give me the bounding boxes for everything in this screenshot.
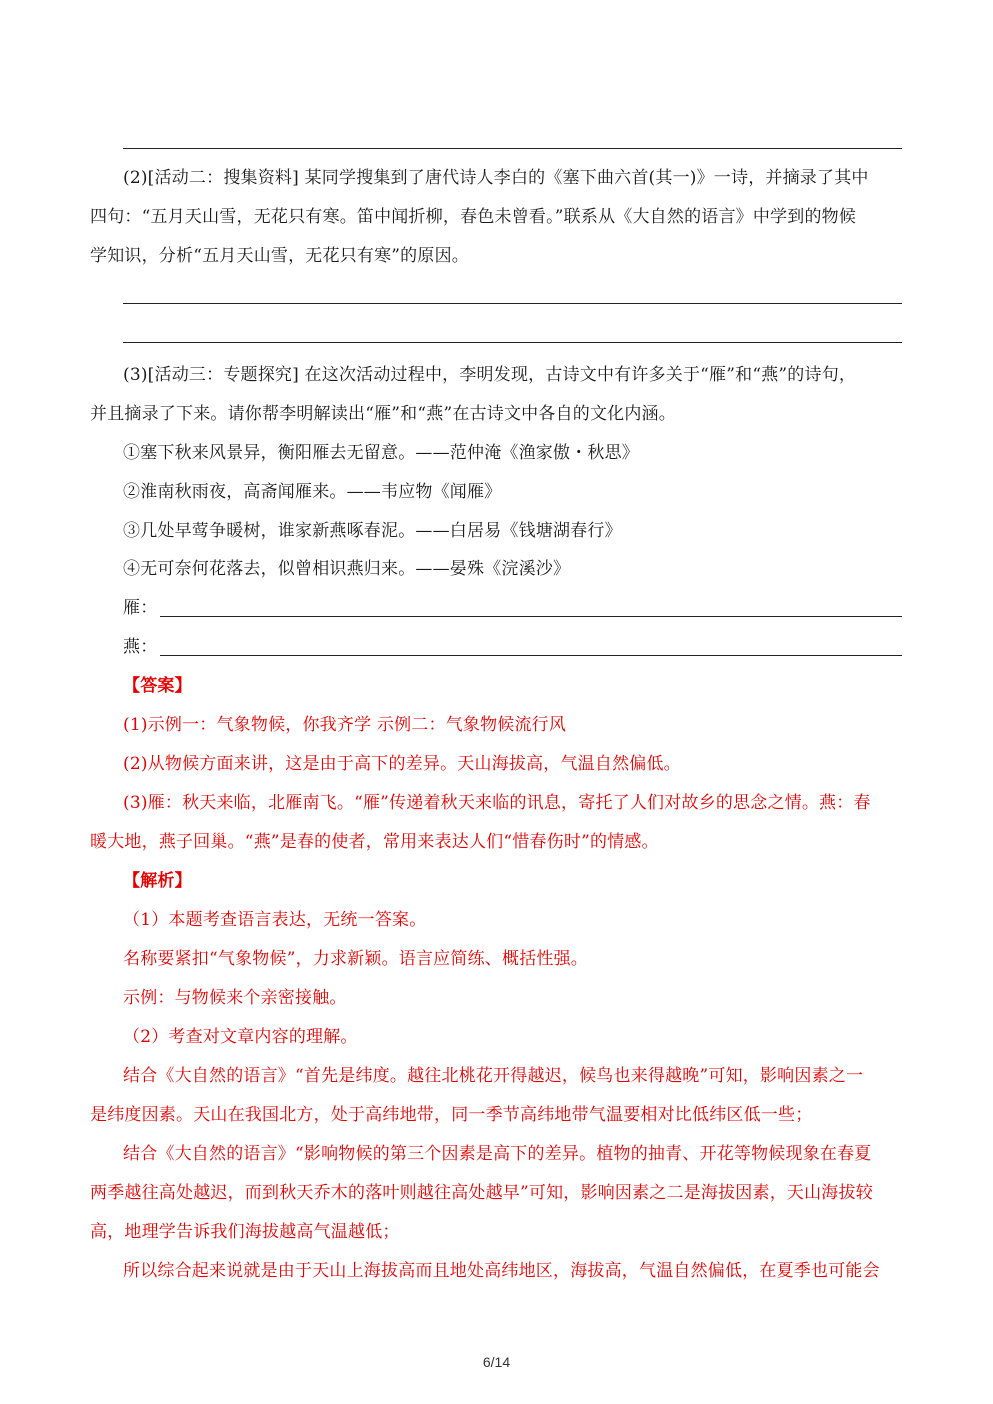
poem-4: ④无可奈何花落去，似曾相识燕归来。——晏殊《浣溪沙》 — [123, 559, 571, 579]
page-number: 6/14 — [482, 1354, 511, 1370]
analysis-line-9: 高，地理学告诉我们海拔越高气温越低； — [90, 1222, 400, 1242]
answer-line-1: (1)示例一：气象物候，你我齐学 示例二：气象物候流行风 — [123, 715, 567, 735]
q2-line-1: (2)[活动二：搜集资料] 某同学搜集到了唐代诗人李白的《塞下曲六首(其一)》一诗，并摘录了其中 — [123, 168, 869, 188]
answer-blank-line — [123, 148, 902, 149]
q3-line-1: (3)[活动三：专题探究] 在这次活动过程中，李明发现，古诗文中有许多关于“雁”和“燕”的诗句， — [123, 365, 857, 385]
analysis-line-6: 是纬度因素。天山在我国北方，处于高纬地带，同一季节高纬地带气温要相对比低纬区低一些； — [90, 1105, 813, 1125]
poem-3: ③几处早莺争暖树，谁家新燕啄春泥。——白居易《钱塘湖春行》 — [123, 521, 622, 541]
answer-heading: 【答案】 — [123, 676, 192, 696]
answer-line-3: (3)雁：秋天来临，北雁南飞。“雁”传递着秋天来临的讯息，寄托了人们对故乡的思念之情。燕：春 — [123, 793, 871, 813]
q3-line-2: 并且摘录了下来。请你帮李明解读出“雁”和“燕”在古诗文中各自的文化内涵。 — [90, 404, 676, 424]
analysis-heading: 【解析】 — [123, 871, 192, 891]
yan-label: 雁： — [123, 598, 158, 618]
yan-answer-line — [160, 616, 902, 617]
analysis-line-1: （1）本题考查语言表达，无统一答案。 — [123, 910, 427, 930]
analysis-line-2: 名称要紧扣“气象物候”，力求新颖。语言应简练、概括性强。 — [123, 949, 588, 969]
q2-line-2: 四句：“五月天山雪，无花只有寒。笛中闻折柳，春色未曾看。”联系从《大自然的语言》中学到的物候 — [90, 207, 857, 227]
analysis-line-10: 所以综合起来说就是由于天山上海拔高而且地处高纬地区，海拔高，气温自然偏低，在夏季也可能会 — [123, 1261, 880, 1281]
swallow-label: 燕： — [123, 637, 158, 657]
q2-line-3: 学知识，分析“五月天山雪，无花只有寒”的原因。 — [90, 246, 469, 266]
analysis-line-4: （2）考查对文章内容的理解。 — [123, 1027, 358, 1047]
swallow-answer-line — [160, 655, 902, 656]
analysis-line-7: 结合《大自然的语言》“影响物候的第三个因素是高下的差异。植物的抽青、开花等物候现象在春夏 — [123, 1144, 872, 1164]
q2-answer-line-1 — [123, 303, 902, 304]
analysis-line-5: 结合《大自然的语言》“首先是纬度。越往北桃花开得越迟，候鸟也来得越晚”可知，影响因素之一 — [123, 1066, 864, 1086]
analysis-line-8: 两季越往高处越迟，而到秋天乔木的落叶则越往高处越早”可知，影响因素之二是海拔因素，天山海拔较 — [90, 1183, 873, 1203]
poem-1: ①塞下秋来风景异，衡阳雁去无留意。——范仲淹《渔家傲・秋思》 — [123, 443, 639, 463]
q2-answer-line-2 — [123, 342, 902, 343]
answer-line-2: (2)从物候方面来讲，这是由于高下的差异。天山海拔高，气温自然偏低。 — [123, 754, 681, 774]
answer-line-4: 暖大地，燕子回巢。“燕”是春的使者，常用来表达人们“惜春伤时”的情感。 — [90, 832, 659, 852]
analysis-line-3: 示例：与物候来个亲密接触。 — [123, 988, 347, 1008]
poem-2: ②淮南秋雨夜，高斋闻雁来。——韦应物《闻雁》 — [123, 482, 502, 502]
